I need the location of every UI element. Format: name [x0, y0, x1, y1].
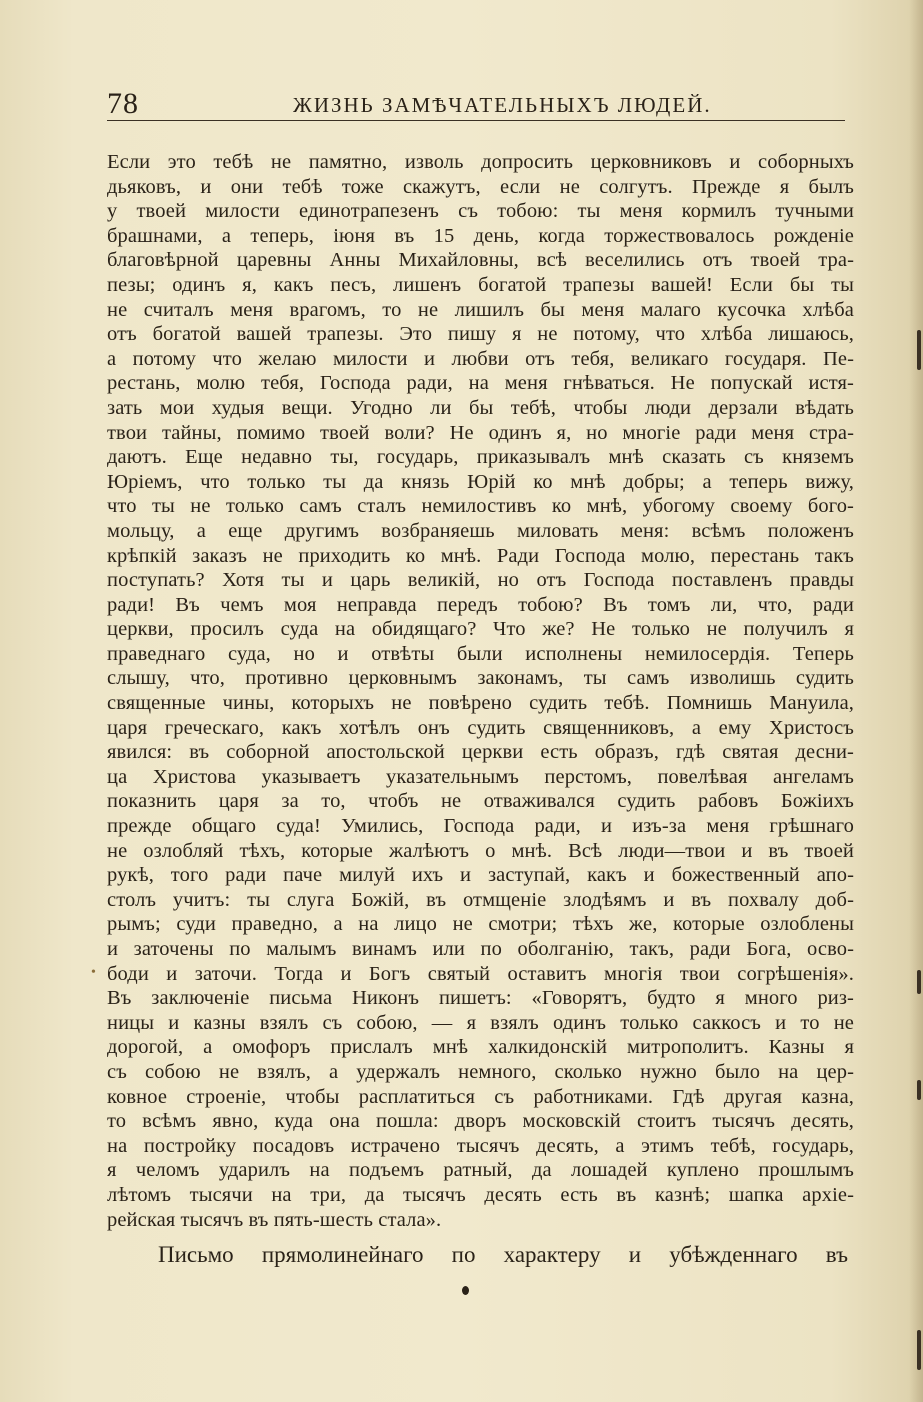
text-line: отъ богатой вашей трапезы. Это пишу я не потому, что хлѣба лишаюсь, [107, 323, 854, 346]
text-line: священные чины, которыхъ не повѣрено судить тебѣ. Помнишь Мануила, [107, 692, 854, 715]
text-line: Если это тебѣ не памятно, изволь допросить церковниковъ и соборныхъ [107, 151, 854, 173]
text-line: то всѣмъ явно, куда она пошла: дворъ московскій стоитъ тысячъ десять, [107, 1110, 854, 1133]
text-line: а потому что желаю милости и любви отъ тебя, великаго государя. Пе- [107, 347, 854, 370]
text-line: рукѣ, того ради паче милуй ихъ и заступай, какъ и божественный апо- [107, 864, 854, 887]
text-line: брашнами, а теперь, іюня въ 15 день, когда торжествовалось рожденіе [107, 224, 854, 247]
text-line: слышу, что, противно церковнымъ законамъ, ты самъ изволишь судить [107, 667, 854, 690]
running-title: ЖИЗНЬ ЗАМѢЧАТЕЛЬНЫХЪ ЛЮДЕЙ. [293, 93, 712, 117]
text-line: у твоей милости единотрапезенъ съ тобою: ты меня кормилъ тучными [107, 200, 854, 223]
text-line: прежде общаго суда! Умились, Господа ради, и изъ-за меня грѣшнаго [107, 815, 854, 838]
text-line: я челомъ ударилъ на подъемъ ратный, да лошадей куплено прошлымъ [107, 1159, 854, 1182]
text-line: ца Христова указываетъ указательнымъ перстомъ, повелѣвая ангеламъ [107, 765, 854, 788]
text-line: рестань, молю тебя, Господа ради, на меня гнѣваться. Не попускай истя- [107, 372, 854, 395]
text-line: на постройку посадовъ истрачено тысячъ десять, а этимъ тебѣ, государь, [107, 1134, 854, 1157]
body-text [107, 150, 854, 1232]
text-line: пезы; одинъ я, какъ песъ, лишенъ богатой трапезы вашей! Если бы ты [107, 273, 854, 296]
text-line: ковное строеніе, чтобы расплатиться съ работниками. Гдѣ другая казна, [107, 1085, 854, 1108]
margin-mark: • [91, 965, 96, 980]
text-line: благовѣрной царевны Анны Михайловны, всѣ веселились отъ твоей тра- [107, 249, 854, 272]
footer-mark [462, 1286, 469, 1295]
text-line: показнить царя за то, чтобъ не отваживался судить рабовъ Божіихъ [107, 790, 854, 813]
text-line: церкви, просилъ суда на обидящаго? Что же? Не только не получилъ я [107, 618, 854, 641]
text-line: поступать? Хотя ты и царь великій, но отъ Господа поставленъ правды [107, 569, 854, 592]
text-line: съ собою не взялъ, а удержалъ немного, сколько нужно было на цер- [107, 1060, 854, 1083]
text-line: даютъ. Еще недавно ты, государь, приказывалъ мнѣ сказать съ княземъ [107, 446, 854, 469]
text-line: столъ учитъ: ты слуга Божій, въ отмщеніе злодѣямъ и въ похвалу доб- [107, 888, 854, 911]
text-line: рейская тысячъ въ пять-шесть стала». [107, 1208, 442, 1231]
text-line: твои тайны, помимо твоей воли? Не одинъ я, но многіе ради меня стра- [107, 421, 854, 444]
text-line: явился: въ соборной апостольской церкви есть образъ, гдѣ святая десни- [107, 741, 854, 764]
binding-mark [917, 330, 921, 370]
text-line: дорогой, а омофоръ прислалъ мнѣ халкидонскій митрополитъ. Казны я [107, 1036, 854, 1059]
binding-mark [917, 1330, 921, 1370]
text-line: ради! Въ чемъ моя неправда передъ тобою? Въ томъ ли, что, ради [107, 593, 854, 616]
binding-mark [917, 970, 921, 994]
text-line: лѣтомъ тысячи на три, да тысячъ десять есть въ казнѣ; шапка архіе- [107, 1183, 854, 1206]
text-line: дьяковъ, и они тебѣ тоже скажутъ, если не солгутъ. Прежде я былъ [107, 175, 854, 198]
text-line: ницы и казны взялъ съ собою, — я взялъ одинъ только саккосъ и то не [107, 1011, 854, 1034]
page-header [107, 86, 847, 122]
text-line: зать мои худыя вещи. Угодно ли бы тебѣ, чтобы люди дерзали вѣдать [107, 396, 854, 419]
text-line: Въ заключеніе письма Никонъ пишетъ: «Говорятъ, будто я много риз- [107, 987, 854, 1010]
closing-line: Письмо прямолинейнаго по характеру и убѣжденнаго въ [158, 1242, 848, 1267]
text-line: боди и заточи. Тогда и Богъ святый оставитъ многія твои согрѣшенія». [107, 962, 854, 985]
text-line: не озлобляй тѣхъ, которые жалѣютъ о мнѣ. Всѣ люди—твои и въ твоей [107, 839, 854, 862]
text-line: и заточены по малымъ винамъ или по оболганію, такъ, ради Бога, осво- [107, 938, 854, 960]
text-line: что ты не только самъ сталъ немилостивъ ко мнѣ, убогому своему бого- [107, 495, 854, 518]
header-rule [107, 120, 845, 121]
text-line: не считалъ меня врагомъ, то не лишилъ бы меня малаго кусочка хлѣба [107, 298, 854, 321]
text-line: рымъ; суди праведно, а на лицо не смотри; тѣхъ же, которые озлоблены [107, 913, 854, 936]
binding-mark [917, 1080, 921, 1100]
page-edge-shadow [909, 0, 923, 1402]
text-line: царя греческаго, какъ хотѣлъ онъ судить священниковъ, а ему Христосъ [107, 716, 854, 739]
text-line: крѣпкій заказъ не приходить ко мнѣ. Ради Господа молю, перестань такъ [107, 544, 854, 567]
page-number: 78 [107, 87, 139, 120]
text-line: Юріемъ, что только ты да князь Юрій ко мнѣ добры; а теперь вижу, [107, 470, 854, 493]
text-line: праведнаго суда, но и отвѣты были исполнены немилосердія. Теперь [107, 642, 854, 665]
text-line: мольцу, а еще другимъ возбраняешь миловать меня: всѣмъ положенъ [107, 519, 854, 542]
